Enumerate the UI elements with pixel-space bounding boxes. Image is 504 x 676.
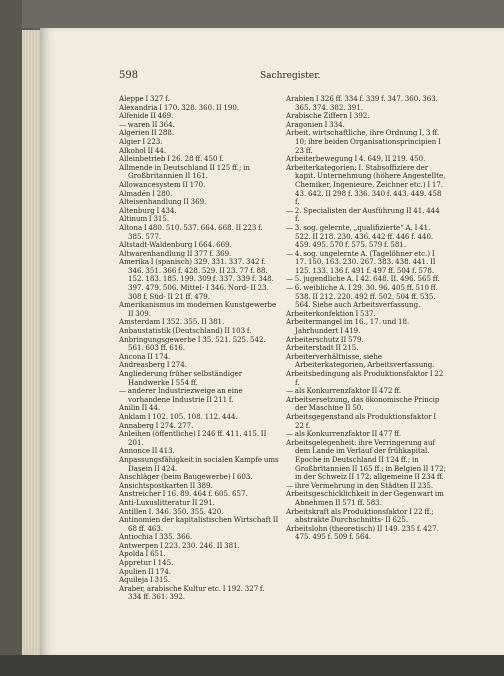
index-entry: Arbeiterbewegung I 4. 649, II 219. 450. bbox=[286, 154, 426, 164]
index-entry: Altona I 480. 510. 537. 664. 668. II 223 f. 385. 577. bbox=[119, 222, 263, 241]
index-entry: Araber, arabische Kultur etc. I 192. 327 f. 334 ff. 361. 392. bbox=[119, 583, 265, 602]
index-entry: Arbeiterkategorien: I. Stabsoffiziere der kapit. Unternehmung (höhere Angestellte, Chemiker, Ingenieure, Zeichner etc.) I 17. 43. 642. II 298 f. 336. 340 f. 443. 449. 458 f. bbox=[286, 162, 446, 207]
index-entry: Aragonien I 334. bbox=[286, 119, 345, 129]
index-entry: Aquileja I 315. bbox=[119, 575, 171, 585]
index-entry: Antwerpen I 223. 230. 246. II 381. bbox=[119, 540, 240, 550]
index-entry: Antinomien der kapitalistischen Wirtschaft II 68 ff. 463. bbox=[119, 515, 279, 533]
index-entry: Ancona II 174. bbox=[119, 351, 171, 361]
index-entry: Anti-Luxuslitteratur II 291. bbox=[119, 497, 215, 507]
index-entry: — ihre Vermehrung in den Städten II 235. bbox=[286, 480, 434, 490]
index-entry: Alteisenhandlung II 369. bbox=[119, 197, 207, 207]
index-entry: Apulien II 174. bbox=[119, 566, 172, 576]
index-entry: Alexandria I 170. 328. 360. II 190. bbox=[119, 102, 240, 112]
index-entry: Angliederung früher selbständiger Handwerke I 554 ff. bbox=[119, 369, 243, 387]
index-entry: Anleihen (öffentliche) I 246 ff. 411. 415. II 201. bbox=[119, 429, 267, 447]
index-entry: Apolda I 651. bbox=[119, 549, 166, 559]
index-entry: Annaberg I 274. 277. bbox=[119, 420, 194, 430]
index-entry: Anbaustatistik (Deutschland) II 103 f. bbox=[119, 326, 252, 336]
index-entry: — 5. jugendliche A. I 42. 648. II. 496. 565 ff. bbox=[286, 274, 440, 284]
index-entry: — als Konkurrenzfaktor II 472 ff. bbox=[286, 386, 402, 396]
index-entry: Anklam I 102. 105. 108. 112. 444. bbox=[119, 411, 238, 421]
index-entry: — 2. Specialisten der Ausführung II 41. 444 f. bbox=[286, 205, 440, 224]
index-entry: — anderer Industriezweige an eine vorhandene Industrie II 211 f. bbox=[119, 386, 243, 404]
index-entry: Alfenide II 469. bbox=[119, 111, 174, 121]
index-entry: Amsterdam I 352. 355. II 381. bbox=[119, 317, 225, 327]
index-entry: Arabische Ziffern I 392. bbox=[286, 111, 370, 121]
background-top bbox=[0, 0, 504, 28]
index-entry: Anpassungsfähigkeit in socialen Kampfe ums Dasein II 424. bbox=[119, 454, 279, 473]
index-entry: Amerikanismus im modernen Kunstgewerbe II 309. bbox=[119, 300, 277, 318]
index-entry: — als Konkurrenzfaktor II 477 ff. bbox=[286, 429, 402, 439]
index-entry: Anilin II 44. bbox=[119, 403, 161, 413]
index-entry: Arbeitsgelegenheit: ihre Verringerung auf dem Lande im Verlauf der frühkapital. Epoche in Deutschland II 124 ff.; in Großbritannien II 165 ff.; in Belgien II 172; in der Schweiz II 172; allgemeine II 234 ff. bbox=[286, 437, 446, 482]
index-entry: Ansichtspostkarten II 389. bbox=[119, 480, 213, 490]
index-entry: Altwarenhandlung II 377 f. 369. bbox=[119, 248, 232, 258]
index-entry: Arbeitsersetzung, das ökonomische Princip der Maschine II 50. bbox=[286, 394, 440, 413]
index-entry: Appretur I 145. bbox=[119, 558, 174, 568]
index-entry: — 3. sog. gelernte, „qualifizierte“ A. I 41. 522. II 218. 230. 436. 442 ff. 446 f. 440. 459. 495. 570 f. 575. 579 f. 581. bbox=[286, 222, 434, 250]
index-entry: Altstadt-Waldenburg I 664. 669. bbox=[119, 240, 232, 250]
index-entry: Arbeitsgeschicklichkeit in der Gegenwart im Abnehmen II 571 ff. 583. bbox=[286, 489, 444, 507]
index-entry: Antiochia I 335. 366. bbox=[119, 532, 193, 542]
index-entry: Arbeiterkonfektion I 537. bbox=[286, 308, 376, 318]
index-entry: Antillen I. 346. 350. 355. 420. bbox=[119, 506, 224, 516]
index-entry: Anstreicher I 16. 89. 464 f. 605. 657. bbox=[119, 489, 248, 499]
index-entry: Arbeitsgegenstand als Produktionsfaktor I 22 f. bbox=[286, 411, 437, 430]
background-bottom bbox=[0, 655, 504, 676]
index-entry: Anschläger (beim Baugewerbe) I 603. bbox=[119, 472, 253, 482]
page-number: 598 bbox=[119, 70, 139, 81]
index-entry: Andreasberg I 274. bbox=[119, 360, 188, 370]
index-entry: Altinum I 315. bbox=[119, 214, 170, 224]
index-entry: Altenburg I 434. bbox=[119, 205, 177, 215]
index-entry: Algier I 223. bbox=[119, 136, 163, 146]
index-entry: Arbeit, wirtschaftliche, ihre Ordnung I, 3 ff. 10; ihre beiden Organisationsprincipien I 23 ff. bbox=[286, 128, 441, 155]
index-entry: Alleinbetrieb I 26. 28 ff. 450 f. bbox=[119, 154, 224, 164]
background-left bbox=[0, 0, 22, 676]
index-entry: Almadén I 280. bbox=[119, 188, 173, 198]
index-column-right bbox=[286, 95, 446, 542]
index-entry: Aleppe I 327 f. bbox=[119, 94, 170, 103]
page-title: Sachregister. bbox=[260, 71, 321, 81]
book-page-edges bbox=[22, 30, 42, 660]
index-column-left bbox=[119, 95, 279, 602]
index-entry: Alkohol II 44. bbox=[119, 145, 167, 155]
index-entry: Algerien II 288. bbox=[119, 128, 175, 138]
index-entry: — 4. sog. ungelernte A. (Tagelöhner etc.) I 17. 150. 163. 230. 267. 383. 438. 441. II 125. 133. 136 f. 491 f. 497 ff. 504 f. 578. bbox=[286, 248, 436, 275]
index-entry: Amerika I (spanisch) 329. 331. 337. 342 f. 346. 351. 366 f. 428. 529. II 23. 77 f. 88. 152. 183. 185. 199. 309 f. 337. 339 f. 348. 397. 479. 506. Mittel- I 346. Nord- II 23. 308 f. Süd- II 21 ff. 479. bbox=[119, 257, 274, 301]
index-entry: Arbeiterstadt II 215. bbox=[286, 343, 359, 353]
index-entry: Arbeiterschutz II 579. bbox=[286, 334, 364, 344]
index-entry: Arbeitslohn (theoretisch) II 149. 235 f. 427. 475. 495 f. 509 f. 564. bbox=[286, 523, 439, 542]
index-entry: Allowancesystem II 170. bbox=[119, 179, 206, 189]
page-header bbox=[0, 70, 504, 84]
index-entry: Annonce II 413. bbox=[119, 446, 175, 456]
index-entry: — waren II 364. bbox=[119, 119, 175, 129]
index-entry: Arbeitsbedingung als Produktionsfaktor I 22 f. bbox=[286, 369, 444, 387]
index-entry: Arbeitskraft als Produktionsfaktor I 22 ff.; abstrakte Durchschnitts- II 625. bbox=[286, 506, 434, 525]
index-entry: Arabien I 326 ff. 334 f. 339 f. 347. 360. 363. 365. 374. 382. 391. bbox=[286, 94, 438, 112]
index-entry: Arbeiterverhältnisse, siehe Arbeiterkategorien, Arbeitsverfassung. bbox=[286, 351, 435, 370]
index-entry: — 6. weibliche A. I 29. 30. 96. 405 ff. 510 ff. 538. II 212. 220. 492 ff. 502. 504 ff. 535. 564. Siehe auch Arbeitsverfassung. bbox=[286, 283, 438, 310]
index-entry: Anbringungsgewerbe I 35. 521. 525. 542. 561. 603 ff. 616. bbox=[119, 334, 266, 353]
index-entry: Allmende in Deutschland II 125 ff.; in Großbritannien II 161. bbox=[119, 162, 250, 181]
index-entry: Arbeitermangel im 16., 17. und 18. Jahrhundert I 419. bbox=[286, 317, 410, 336]
